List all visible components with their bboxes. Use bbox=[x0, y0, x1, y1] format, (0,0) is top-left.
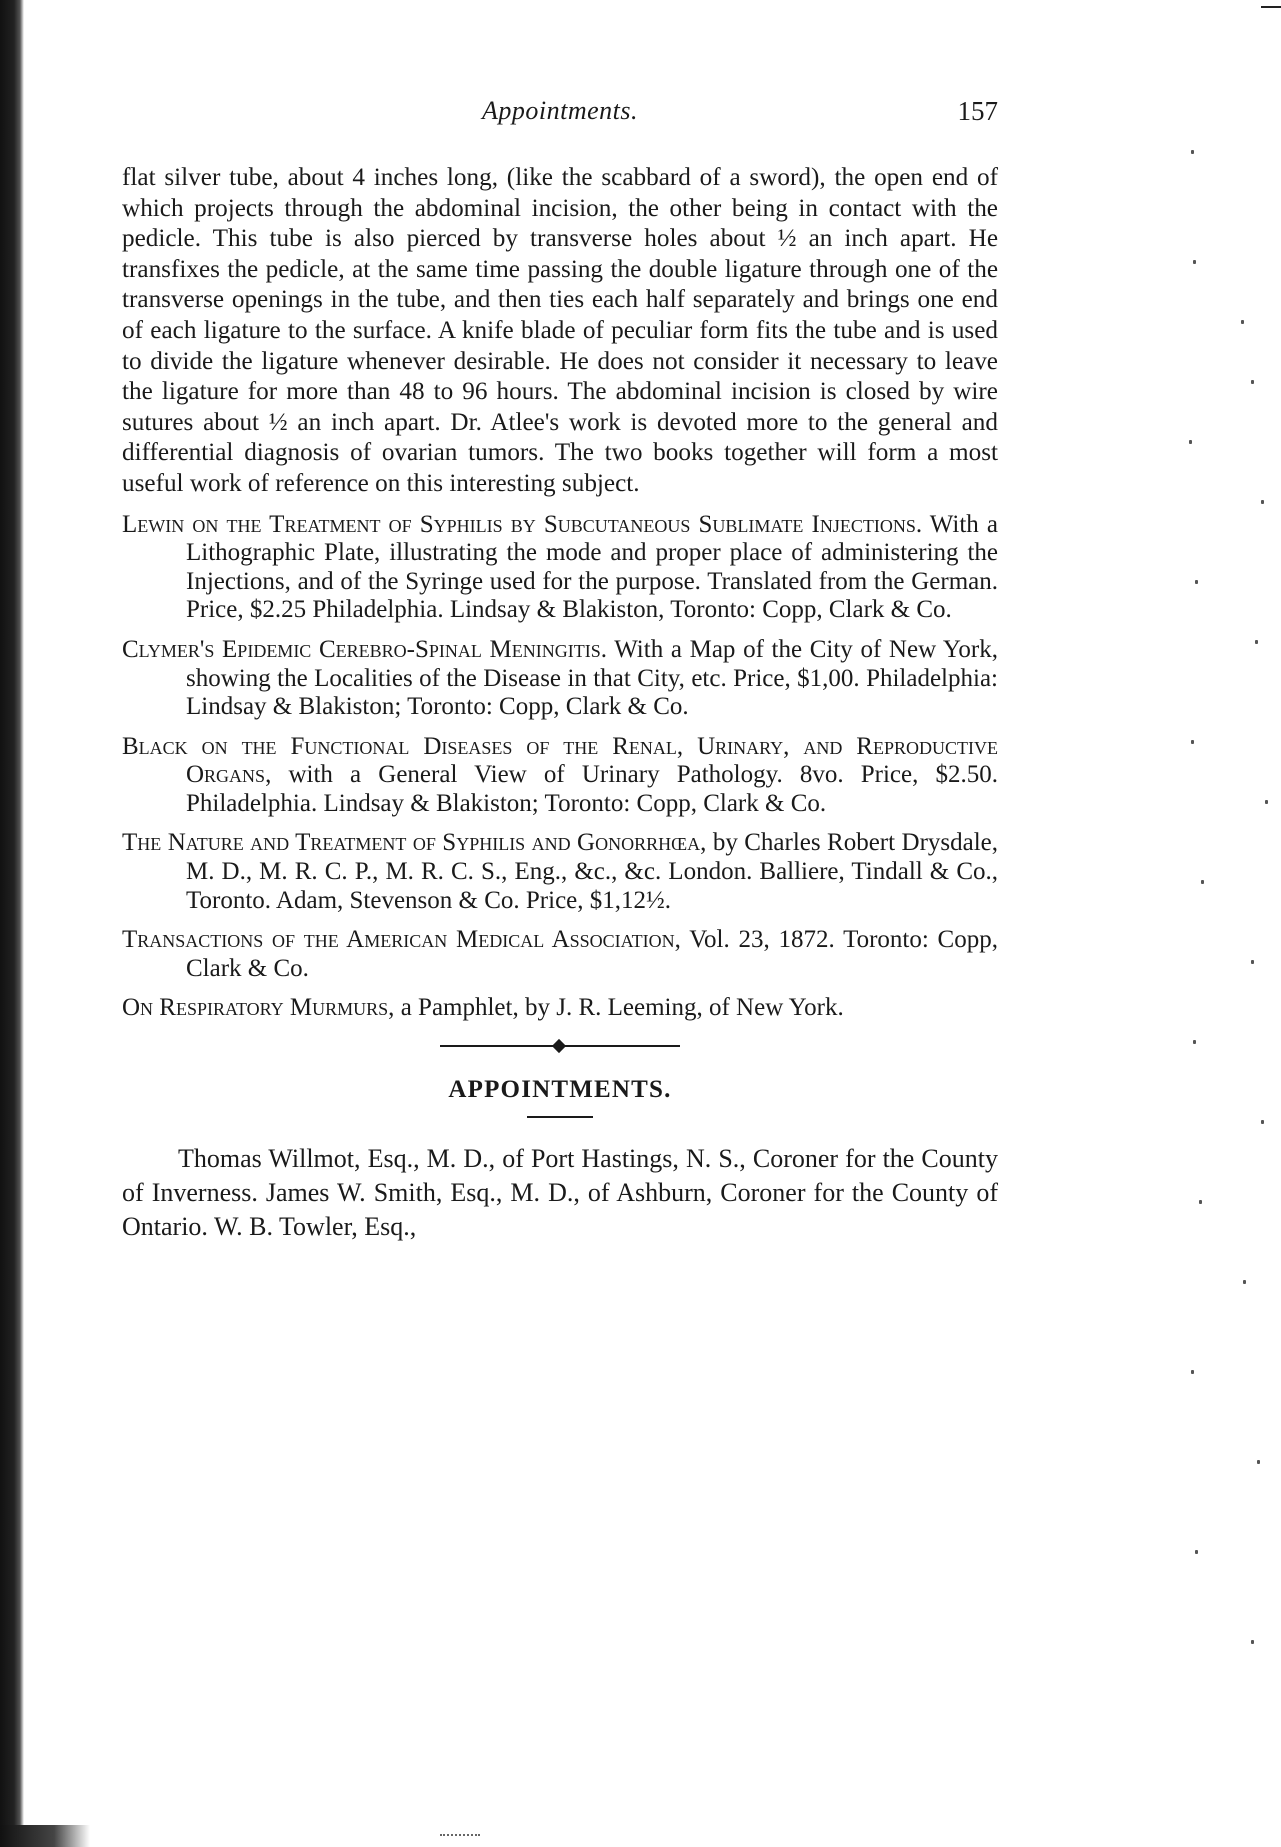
speck bbox=[1257, 1460, 1260, 1464]
corner-mark bbox=[1261, 6, 1281, 8]
book-entry-title: Clymer's Epidemic Cerebro-Spinal Meningitis. bbox=[122, 635, 607, 663]
speck bbox=[1195, 580, 1198, 584]
book-entry-details: by Charles Robert Drysdale, M. D., M. R. C. P., M. R. C. S., Eng., &c., &c. London. Balliere, Tindall & Co., Toronto. Adam, Stevenson & Co. Price, $1,12½. bbox=[186, 829, 999, 914]
speck bbox=[1255, 640, 1258, 644]
book-entry bbox=[122, 926, 998, 983]
book-entry-title: The Nature and Treatment of Syphilis and Gonorrhœa, bbox=[122, 829, 707, 857]
book-entry-details: with a General View of Urinary Pathology. 8vo. Price, $2.50. Philadelphia. Lindsay & Blakiston; Toronto: Copp, Clark & Co. bbox=[186, 761, 999, 817]
speck bbox=[1265, 800, 1268, 804]
book-entry-details: a Pamphlet, by J. R. Leeming, of New York. bbox=[400, 994, 844, 1022]
book-entry bbox=[122, 829, 998, 915]
speck bbox=[1251, 1640, 1254, 1644]
book-entry-title: Transactions of the American Medical Association, bbox=[122, 926, 681, 954]
speck bbox=[1251, 380, 1254, 384]
speck bbox=[1241, 320, 1244, 324]
book-entry-title: Lewin on the Treatment of Syphilis by Subcutaneous Sublimate Injections. bbox=[122, 510, 923, 538]
heading-rule bbox=[527, 1116, 593, 1118]
section-divider bbox=[440, 1039, 680, 1053]
book-entry-details: With a Map of the City of New York, showing the Localities of the Disease in that City, etc. Price, $1,00. Philadelphia: Lindsay & Blakiston; Toronto: Copp, Clark & Co. bbox=[186, 635, 998, 721]
page-number: 157 bbox=[957, 96, 998, 126]
book-entry bbox=[122, 994, 998, 1023]
speck bbox=[1261, 1120, 1264, 1124]
speck bbox=[1251, 960, 1254, 964]
running-head bbox=[122, 96, 998, 136]
binding-shadow bbox=[0, 0, 24, 1847]
running-head-title: Appointments. bbox=[482, 96, 638, 125]
speck bbox=[1199, 1200, 1202, 1204]
binding-shadow-foot bbox=[0, 1825, 90, 1847]
section-heading: APPOINTMENTS. bbox=[448, 1076, 672, 1104]
speck bbox=[1189, 440, 1192, 444]
speck bbox=[1195, 1550, 1198, 1554]
appointments-paragraph: Thomas Willmot, Esq., M. D., of Port Hastings, N. S., Coroner for the County of Inverness. James W. Smith, Esq., M. D., of Ashburn, Coroner for the County of Ontario. W. B. Towler, Esq., bbox=[122, 1143, 998, 1241]
speck bbox=[1193, 1040, 1196, 1044]
book-entry-details: With a Lithographic Plate, illustrating the mode and proper place of administering the Injections, and of the Syringe used for the purpose. Translated from the German. Price, $2.25 Philadelphia. Lindsay & Blakiston, Toronto: Copp, Clark & Co. bbox=[186, 510, 998, 624]
book-entry bbox=[122, 511, 998, 625]
speck bbox=[1201, 880, 1204, 884]
bottom-specks bbox=[440, 1834, 480, 1839]
speck bbox=[1191, 1370, 1194, 1374]
book-entry-details: Vol. 23, 1872. Toronto: Copp, Clark & Co. bbox=[186, 926, 998, 982]
speck bbox=[1261, 500, 1264, 504]
margin-specks bbox=[1181, 140, 1281, 1740]
speck bbox=[1243, 1280, 1246, 1284]
speck bbox=[1191, 150, 1194, 154]
book-entry-title: On Respiratory Murmurs, bbox=[122, 994, 395, 1022]
speck bbox=[1191, 740, 1194, 744]
main-text bbox=[122, 163, 998, 1244]
divider-diamond-ornament bbox=[552, 1039, 566, 1053]
book-entry bbox=[122, 733, 998, 819]
book-entry bbox=[122, 636, 998, 722]
speck bbox=[1193, 260, 1196, 264]
continuation-paragraph: flat silver tube, about 4 inches long, (like the scabbard of a sword), the open end of which projects through the abdominal incision, the other being in contact with the pedicle. This tube is also pierced by transverse holes about ½ an inch apart. He transfixes the pedicle, at the same time passing the double ligature through one of the transverse openings in the tube, and then ties each half separately and brings one end of each ligature to the surface. A knife blade of peculiar form fits the tube and is used to divide the ligature whenever desirable. He does not consider it necessary to leave the ligature for more than 48 to 96 hours. The abdominal incision is closed by wire sutures about ½ an inch apart. Dr. Atlee's work is devoted more to the general and differential diagnosis of ovarian tumors. The two books together will form a most useful work of reference on this interesting subject. bbox=[122, 164, 998, 497]
book-entry-title: Black on the Functional Diseases of the Renal, Urinary, and Reproductive Organs, bbox=[122, 732, 998, 789]
